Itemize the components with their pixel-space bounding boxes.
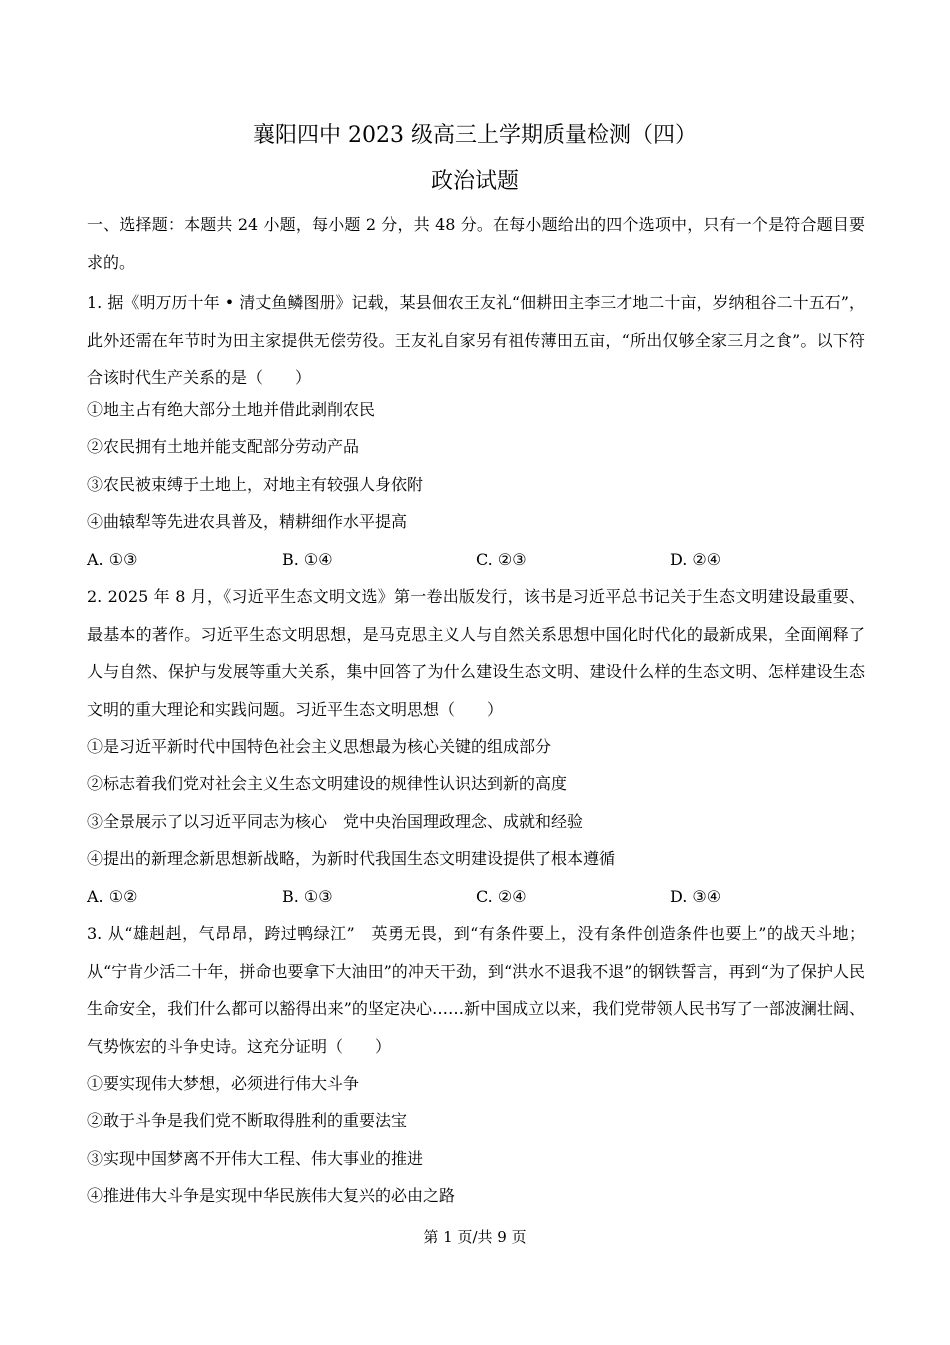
question-2-item-2: ②标志着我们党对社会主义生态文明建设的规律性认识达到新的高度 [87,774,568,793]
page-number: 第 1 页/共 9 页 [423,1228,527,1246]
question-1-item-4: ④曲辕犁等先进农具普及，精耕细作水平提高 [87,512,408,531]
question-2-option-b[interactable]: B. ①③ [282,887,333,906]
question-1-option-d[interactable]: D. ②④ [670,550,722,569]
question-1-option-c[interactable]: C. ②③ [476,550,527,569]
question-3-stem: 3. 从“雄赳赳，气昂昂，跨过鸭绿江” 英勇无畏，到“有条件要上，没有条件创造条件也要上”的战天斗地；从“宁肯少活二十年，拼命也要拿下大油田”的冲天干劲，到“洪水不退我不退”的钢铁誓言，再到“为了保护人民生命安全，我们什么都可以豁得出来”的坚定决心……新中国成立以来，我们党带领人民书写了一部波澜壮阔、气势恢宏的斗争史诗。这充分证明（ ） [87,924,865,1056]
section-instructions: 一、选择题：本题共 24 小题，每小题 2 分，共 48 分。在每小题给出的四个选项中，只有一个是符合题目要求的。 [87,215,865,272]
question-1-option-a[interactable]: A. ①③ [87,550,138,569]
question-1-option-b[interactable]: B. ①④ [282,550,333,569]
question-2-option-c[interactable]: C. ②④ [476,887,527,906]
question-2-option-a[interactable]: A. ①② [87,887,138,906]
question-1-stem: 1. 据《明万历十年 • 清丈鱼鳞图册》记载，某县佃农王友礼“佃耕田主李三才地二十亩，岁纳租谷二十五石”，此外还需在年节时为田主家提供无偿劳役。王友礼自家另有祖传薄田五亩，“所出仅够全家三月之食”。以下符合该时代生产关系的是（ ） [87,293,865,387]
page-title: 襄阳四中 2023 级高三上学期质量检测（四） [253,123,697,148]
question-3-item-4: ④推进伟大斗争是实现中华民族伟大复兴的必由之路 [87,1186,456,1205]
question-2-option-d[interactable]: D. ③④ [670,887,722,906]
question-1-options [87,550,867,570]
question-1-item-1: ①地主占有绝大部分土地并借此剥削农民 [87,400,376,419]
question-2-item-1: ①是习近平新时代中国特色社会主义思想最为核心关键的组成部分 [87,737,552,756]
question-3-item-3: ③实现中国梦离不开伟大工程、伟大事业的推进 [87,1149,424,1168]
question-2-item-3: ③全景展示了以习近平同志为核心 党中央治国理政理念、成就和经验 [87,812,584,831]
question-3-item-1: ①要实现伟大梦想，必须进行伟大斗争 [87,1074,360,1093]
subject-title: 政治试题 [430,169,519,194]
question-1-item-3: ③农民被束缚于土地上，对地主有较强人身依附 [87,475,424,494]
question-3-item-2: ②敢于斗争是我们党不断取得胜利的重要法宝 [87,1111,408,1130]
question-2-stem: 2. 2025 年 8 月，《习近平生态文明文选》第一卷出版发行，该书是习近平总书记关于生态文明建设最重要、最基本的著作。习近平生态文明思想，是马克思主义人与自然关系思想中国化时代化的最新成果，全面阐释了人与自然、保护与发展等重大关系，集中回答了为什么建设生态文明、建设什么样的生态文明、怎样建设生态文明的重大理论和实践问题。习近平生态文明思想（ ） [87,587,865,719]
question-1-item-2: ②农民拥有土地并能支配部分劳动产品 [87,437,360,456]
question-2-item-4: ④提出的新理念新思想新战略，为新时代我国生态文明建设提供了根本遵循 [87,849,616,868]
question-2-options [87,887,867,907]
